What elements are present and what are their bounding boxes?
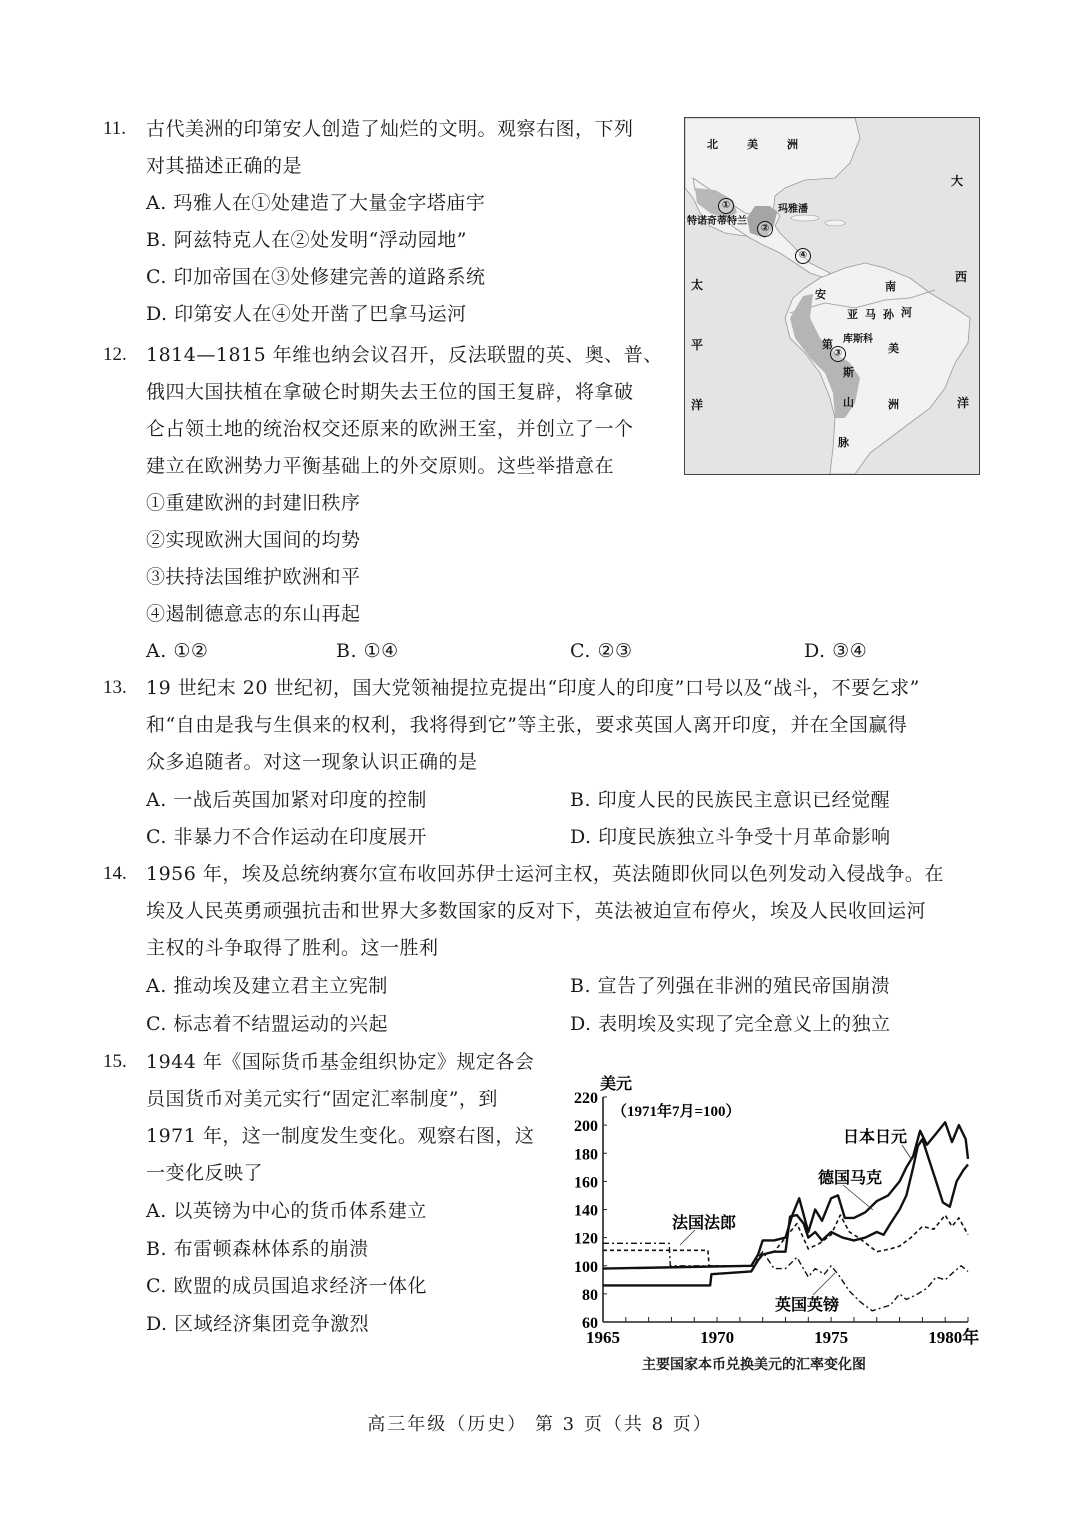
option-d xyxy=(146,1312,369,1336)
annotation-leader xyxy=(902,1145,912,1160)
option-a xyxy=(146,974,388,998)
question-stem: 19 世纪末 20 世纪初，国大党领袖提拉克提出“印度人的印度”口号以及“战斗，不要乞求” xyxy=(146,677,920,699)
map-label-andes: 脉 xyxy=(838,436,849,449)
y-tick-label: 200 xyxy=(574,1118,598,1136)
question-number: 11. xyxy=(103,118,127,139)
map-label-pacific: 洋 xyxy=(691,398,704,412)
map-label-andes: 山 xyxy=(843,396,854,409)
x-tick-label: 1980年 xyxy=(928,1328,980,1347)
americas-map xyxy=(684,117,980,475)
option-letter: C. xyxy=(146,266,167,288)
map-label-pacific: 平 xyxy=(691,338,704,352)
map-label-amazon: 马 xyxy=(865,308,876,321)
statement: ①重建欧洲的封建旧秩序 xyxy=(146,492,361,514)
option-letter: C. xyxy=(570,640,591,662)
option-letter: D. xyxy=(804,640,826,662)
series-annotation: 英国英镑 xyxy=(775,1297,840,1314)
exchange-rate-chart xyxy=(560,1065,990,1375)
series-annotation: 法国法郎 xyxy=(672,1215,737,1232)
option-letter: C. xyxy=(146,1013,167,1035)
question-stem: 1814—1815 年维也纳会议召开，反法联盟的英、奥、普、 xyxy=(146,344,663,366)
question-number: 12. xyxy=(103,344,127,365)
option-text: 印第安人在④处开凿了巴拿马运河 xyxy=(174,303,467,325)
option-letter: D. xyxy=(146,303,168,325)
option-letter: D. xyxy=(570,1013,592,1035)
question-stem: 和“自由是我与生俱来的权利，我将得到它”等主张，要求英国人离开印度，并在全国赢得 xyxy=(146,714,908,736)
map-label-pacific: 太 xyxy=(691,278,704,292)
map-marker-1: ① xyxy=(718,198,734,214)
map-label-atlantic: 洋 xyxy=(957,396,970,410)
chart-canvas xyxy=(560,1065,990,1375)
option-text: 宣告了列强在非洲的殖民帝国崩溃 xyxy=(597,975,891,997)
map-label-atlantic: 大 xyxy=(951,174,964,188)
option-letter: B. xyxy=(146,229,168,251)
map-land xyxy=(685,118,979,474)
map-label-south-america: 美 xyxy=(888,342,899,355)
map-label-north-america: 洲 xyxy=(787,138,798,151)
option-d xyxy=(804,639,867,663)
option-letter: C. xyxy=(146,826,167,848)
annotation-leader xyxy=(843,1185,873,1210)
option-text: 印度民族独立斗争受十月革命影响 xyxy=(598,826,891,848)
option-b xyxy=(336,639,399,663)
annotation-leader xyxy=(813,1273,835,1295)
question-stem: 俄四大国扶植在拿破仑时期失去王位的国王复辟，将拿破 xyxy=(146,381,634,403)
map-label-mayapan: 玛雅潘 xyxy=(778,204,808,215)
page-footer: 高三年级（历史） 第 3 页（共 8 页） xyxy=(367,1414,713,1435)
option-a xyxy=(146,639,208,663)
option-c xyxy=(146,825,427,849)
option-a xyxy=(146,788,427,812)
question-stem: 众多追随者。对这一现象认识正确的是 xyxy=(146,751,478,773)
question-stem: 建立在欧洲势力平衡基础上的外交原则。这些举措意在 xyxy=(146,455,615,477)
option-text: 玛雅人在①处建造了大量金字塔庙宇 xyxy=(173,192,486,214)
annotation-leader xyxy=(680,1230,695,1245)
question-stem: 埃及人民英勇顽强抗击和世界大多数国家的反对下，英法被迫宣布停火，埃及人民收回运河 xyxy=(146,900,927,922)
option-text: 阿兹特克人在②处发明“浮动园地” xyxy=(173,229,467,251)
map-label-south-america: 洲 xyxy=(888,398,899,411)
option-b xyxy=(146,228,467,252)
question-stem: 员国货币对美元实行“固定汇率制度”，到 xyxy=(146,1088,498,1110)
map-marker-3: ③ xyxy=(830,346,846,362)
map-label-amazon: 孙 xyxy=(883,308,894,321)
option-c xyxy=(146,265,485,289)
map-label-north-america: 北 xyxy=(707,138,718,151)
y-tick-label: 120 xyxy=(574,1230,598,1248)
option-text: ①④ xyxy=(363,640,399,662)
question-stem: 对其描述正确的是 xyxy=(146,155,303,177)
option-text: 以英镑为中心的货币体系建立 xyxy=(173,1200,427,1222)
series-annotation: 日本日元 xyxy=(843,1129,908,1146)
option-text: 非暴力不合作运动在印度展开 xyxy=(173,826,427,848)
option-text: 印加帝国在③处修建完善的道路系统 xyxy=(173,266,486,288)
series-line-日本日元 xyxy=(603,1139,968,1285)
x-tick-label: 1970 xyxy=(700,1328,735,1347)
option-d xyxy=(570,1012,891,1036)
map-label-tenochtitlan: 特诺奇蒂特兰 xyxy=(687,216,747,227)
option-text: 表明埃及实现了完全意义上的独立 xyxy=(598,1013,891,1035)
option-d xyxy=(570,825,891,849)
option-letter: B. xyxy=(146,1238,168,1260)
map-label-andes: 斯 xyxy=(843,366,854,379)
map-marker-4: ④ xyxy=(795,248,811,264)
map-label-north-america: 美 xyxy=(747,138,758,151)
option-letter: B. xyxy=(570,789,592,811)
series-annotation: 德国马克 xyxy=(818,1170,883,1187)
chart-subtitle: （1971年7月=100） xyxy=(612,1104,741,1120)
option-letter: D. xyxy=(146,1313,168,1335)
option-text: ③④ xyxy=(832,640,868,662)
question-number: 13. xyxy=(103,677,127,698)
question-stem: 1971 年，这一制度发生变化。观察右图，这 xyxy=(146,1125,535,1147)
option-text: ②③ xyxy=(597,640,633,662)
option-letter: D. xyxy=(570,826,592,848)
map-label-andes: 安 xyxy=(815,288,826,301)
map-label-andes: 第 xyxy=(822,338,833,351)
option-a xyxy=(146,1199,427,1223)
series-line-法国法郎 xyxy=(603,1215,968,1266)
option-letter: B. xyxy=(336,640,358,662)
x-tick-label: 1965 xyxy=(586,1328,620,1347)
question-number: 14. xyxy=(103,863,127,884)
y-tick-label: 220 xyxy=(574,1090,598,1107)
option-text: 印度人民的民族民主意识已经觉醒 xyxy=(597,789,891,811)
option-letter: A. xyxy=(146,1200,167,1222)
option-letter: A. xyxy=(146,640,167,662)
option-d xyxy=(146,302,467,326)
question-stem: 主权的斗争取得了胜利。这一胜利 xyxy=(146,937,439,959)
y-axis-label: 美元 xyxy=(600,1076,633,1093)
y-tick-label: 100 xyxy=(574,1258,598,1276)
x-tick-label: 1975 xyxy=(814,1328,849,1347)
option-text: 一战后英国加紧对印度的控制 xyxy=(173,789,427,811)
statement: ③扶持法国维护欧洲和平 xyxy=(146,566,361,588)
map-label-amazon: 河 xyxy=(901,306,912,319)
option-text: 欧盟的成员国追求经济一体化 xyxy=(173,1275,427,1297)
option-letter: C. xyxy=(146,1275,167,1297)
option-c xyxy=(570,639,633,663)
question-stem: 古代美洲的印第安人创造了灿烂的文明。观察右图，下列 xyxy=(146,118,634,140)
option-b xyxy=(146,1237,369,1261)
chart-title: 主要国家本币兑换美元的汇率变化图 xyxy=(642,1357,866,1373)
y-tick-label: 180 xyxy=(574,1146,598,1164)
option-c xyxy=(146,1274,427,1298)
map-marker-2: ② xyxy=(757,221,773,237)
statement: ②实现欧洲大国间的均势 xyxy=(146,529,361,551)
y-tick-label: 80 xyxy=(582,1286,598,1304)
map-label-amazon: 亚 xyxy=(847,308,858,321)
statement: ④遏制德意志的东山再起 xyxy=(146,603,361,625)
option-c xyxy=(146,1012,388,1036)
y-tick-label: 160 xyxy=(574,1174,598,1192)
map-label-cusco: 库斯科 xyxy=(843,334,873,345)
option-text: 标志着不结盟运动的兴起 xyxy=(173,1013,388,1035)
map-label-atlantic: 西 xyxy=(955,270,968,284)
map-label-south-america: 南 xyxy=(885,280,896,293)
option-letter: A. xyxy=(146,192,167,214)
question-stem: 仑占领土地的统治权交还原来的欧洲王室，并创立了一个 xyxy=(146,418,634,440)
option-letter: A. xyxy=(146,975,167,997)
question-stem: 1944 年《国际货币基金组织协定》规定各会 xyxy=(146,1051,535,1073)
question-stem: 一变化反映了 xyxy=(146,1162,264,1184)
y-tick-label: 140 xyxy=(574,1202,598,1220)
question-number: 15. xyxy=(103,1051,127,1072)
option-text: 推动埃及建立君主立宪制 xyxy=(173,975,388,997)
option-letter: A. xyxy=(146,789,167,811)
question-stem: 1956 年，埃及总统纳赛尔宣布收回苏伊士运河主权，英法随即伙同以色列发动入侵战争。在 xyxy=(146,863,944,885)
option-a xyxy=(146,191,485,215)
option-text: 区域经济集团竞争激烈 xyxy=(174,1313,370,1335)
option-text: 布雷顿森林体系的崩溃 xyxy=(173,1238,369,1260)
option-b xyxy=(570,788,890,812)
option-letter: B. xyxy=(570,975,592,997)
y-tick-label: 60 xyxy=(582,1315,598,1332)
option-b xyxy=(570,974,890,998)
option-text: ①② xyxy=(173,640,209,662)
